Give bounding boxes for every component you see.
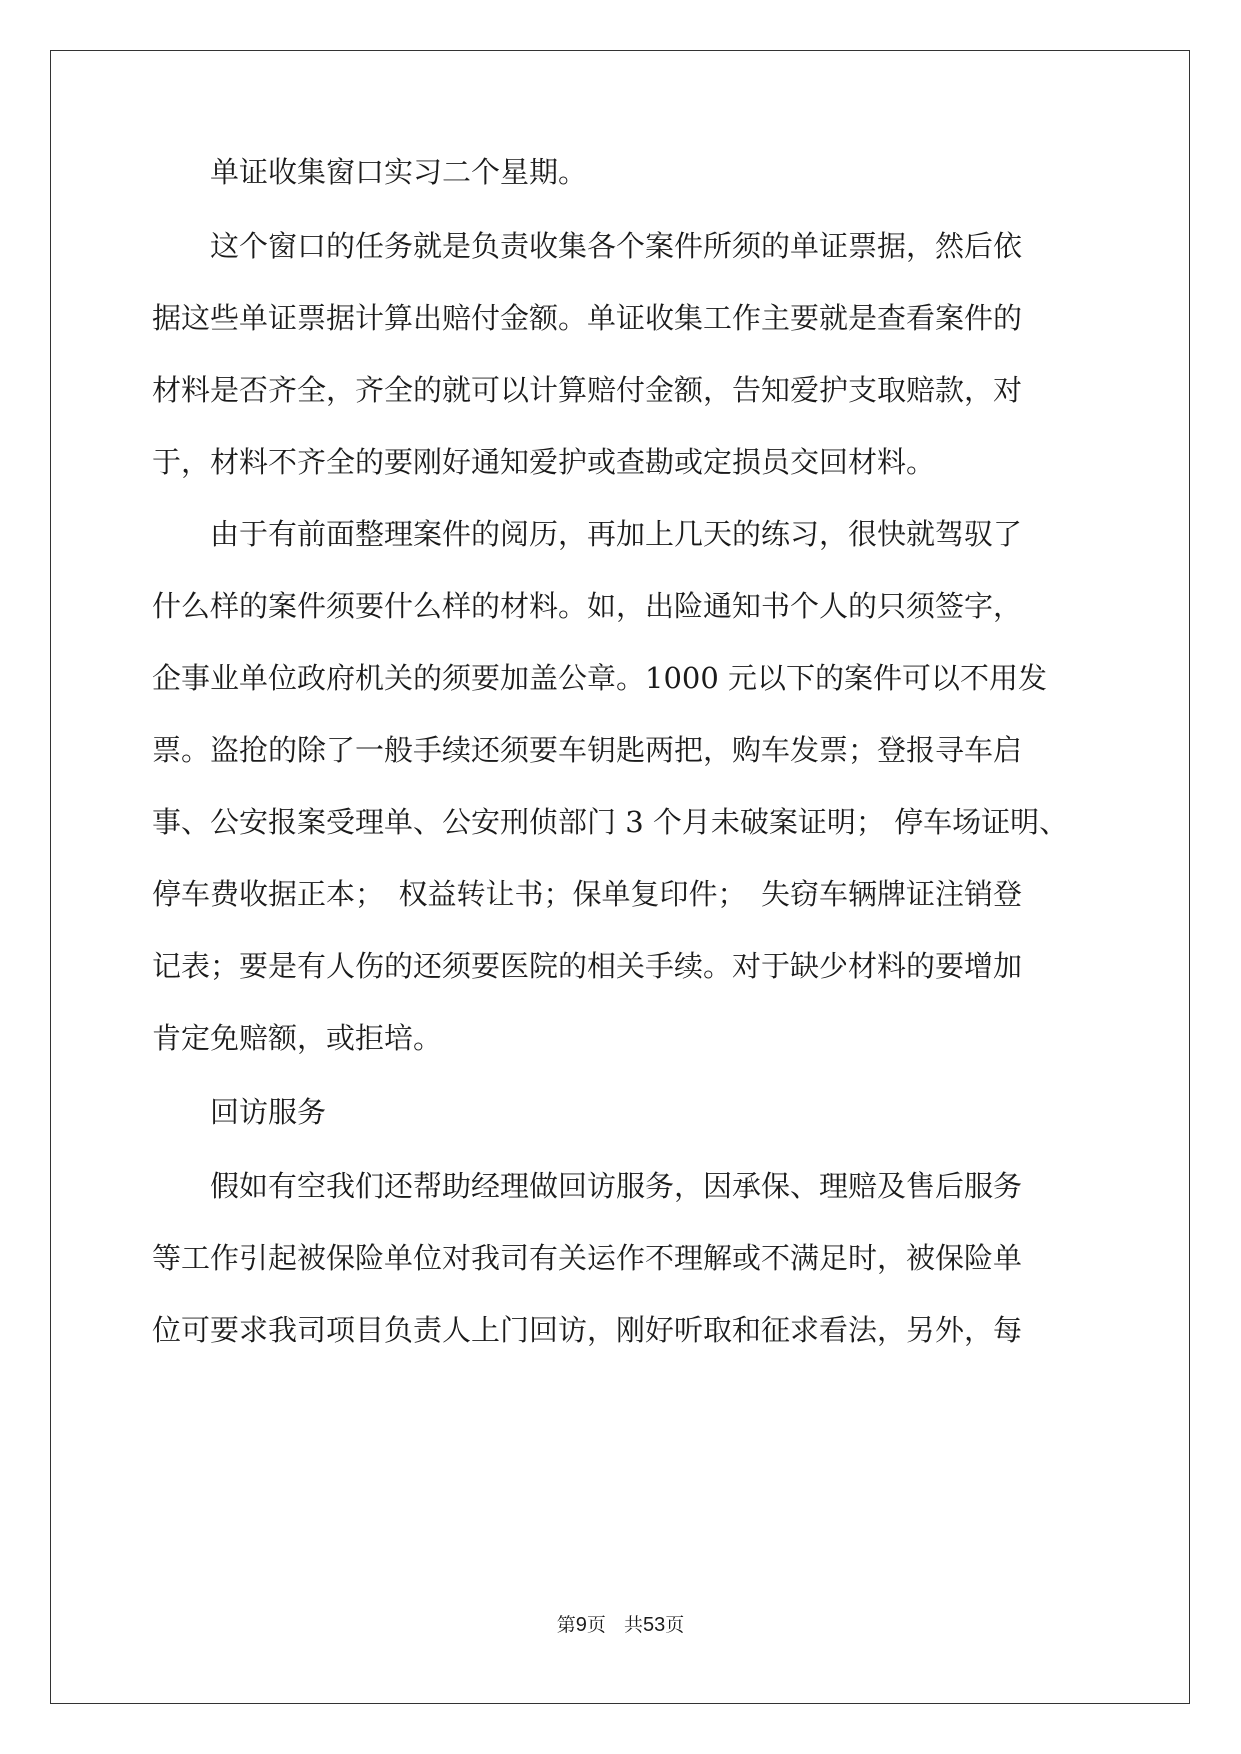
- paragraph-line: 于，材料不齐全的要刚好通知爱护或查勘或定损员交回材料。: [152, 445, 936, 479]
- paragraph-line: 什么样的案件须要什么样的材料。如，出险通知书个人的只须签字，: [152, 589, 1023, 623]
- footer-page-suffix: 页: [586, 1614, 606, 1636]
- section-heading: 回访服务: [152, 1095, 327, 1129]
- footer-total-suffix: 页: [665, 1614, 685, 1636]
- paragraph-line: 由于有前面整理案件的阅历，再加上几天的练习，很快就驾驭了: [152, 517, 1023, 551]
- paragraph-line: 位可要求我司项目负责人上门回访，刚好听取和征求看法，另外，每: [152, 1313, 1023, 1347]
- paragraph-line: 假如有空我们还帮助经理做回访服务，因承保、理赔及售后服务: [152, 1169, 1023, 1203]
- current-page-number: 9: [575, 1614, 587, 1636]
- paragraph-line: 肯定免赔额，或拒培。: [152, 1021, 443, 1055]
- paragraph-line: 这个窗口的任务就是负责收集各个案件所须的单证票据，然后依: [152, 229, 1023, 263]
- paragraph-line: 记表；要是有人伤的还须要医院的相关手续。对于缺少材料的要增加: [152, 949, 1023, 983]
- paragraph-line: 票。盗抢的除了一般手续还须要车钥匙两把，购车发票；登报寻车启: [152, 733, 1023, 767]
- paragraph-line: 材料是否齐全，齐全的就可以计算赔付金额，告知爱护支取赔款，对: [152, 373, 1023, 407]
- footer-prefix: 第: [556, 1614, 576, 1636]
- paragraph-line: 企事业单位政府机关的须要加盖公章。1000 元以下的案件可以不用发: [152, 661, 1048, 695]
- total-pages-number: 53: [643, 1614, 666, 1636]
- paragraph-line: 据这些单证票据计算出赔付金额。单证收集工作主要就是查看案件的: [152, 301, 1023, 335]
- paragraph-line: 事、公安报案受理单、公安刑侦部门 3 个月未破案证明； 停车场证明、: [152, 805, 1069, 839]
- footer-total-prefix: 共: [624, 1614, 644, 1636]
- paragraph-line: 停车费收据正本； 权益转让书；保单复印件； 失窃车辆牌证注销登: [152, 877, 1023, 911]
- page-footer: [0, 1611, 1241, 1639]
- paragraph-line: 等工作引起被保险单位对我司有关运作不理解或不满足时，被保险单: [152, 1241, 1023, 1275]
- paragraph-line: 单证收集窗口实习二个星期。: [152, 155, 588, 189]
